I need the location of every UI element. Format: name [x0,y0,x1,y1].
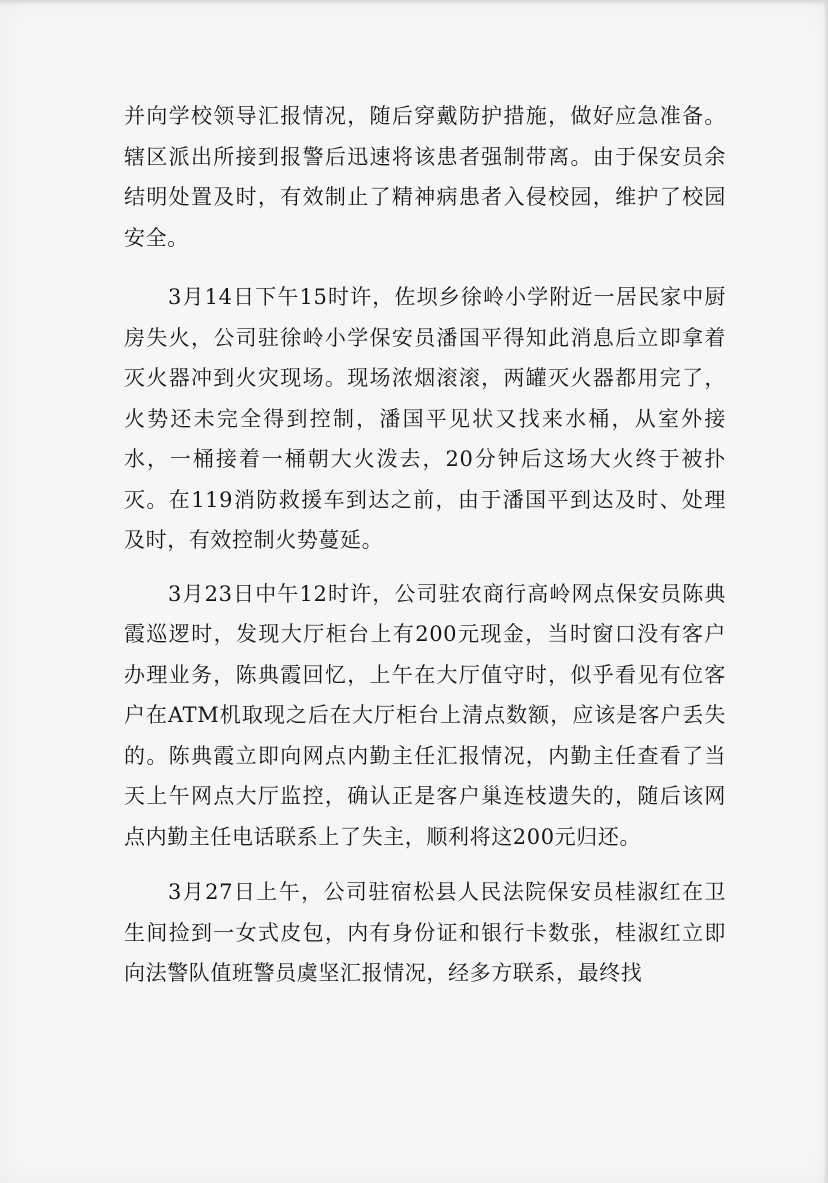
paragraph-fire-incident: 3月14日下午15时许，佐坝乡徐岭小学附近一居民家中厨房失火，公司驻徐岭小学保安员潘国平得知此消息后立即拿着灭火器冲到火灾现场。现场浓烟滚滚，两罐灭火器都用完了，火势还未完全得到控制，潘国平见状又找来水桶，从室外接水，一桶接着一桶朝大火泼去，20分钟后这场大火终于被扑灭。在119消防救援车到达之前，由于潘国平到达及时、处理及时，有效控制火势蔓延。 [124,285,726,552]
scan-edge-top [0,0,828,6]
scan-edge-right [823,0,828,1183]
paragraph-handbag-found: 3月27日上午，公司驻宿松县人民法院保安员桂淑红在卫生间捡到一女式皮包，内有身份证和银行卡数张，桂淑红立即向法警队值班警员虞坚汇报情况，经多方联系，最终找 [124,880,726,985]
paragraph-cash-returned: 3月23日中午12时许，公司驻农商行高岭网点保安员陈典霞巡逻时，发现大厅柜台上有200元现金，当时窗口没有客户办理业务，陈典霞回忆，上午在大厅值守时，似乎看见有位客户在ATM机取现之后在大厅柜台上清点数额，应该是客户丢失的。陈典霞立即向网点内勤主任汇报情况，内勤主任查看了当天上午网点大厅监控，确认正是客户巢连枝遗失的，随后该网点内勤主任电话联系上了失主，顺利将这200元归还。 [124,581,726,849]
document-body [124,96,726,994]
paragraph-continuation: 并向学校领导汇报情况，随后穿戴防护措施，做好应急准备。辖区派出所接到报警后迅速将该患者强制带离。由于保安员余结明处置及时，有效制止了精神病患者入侵校园，维护了校园安全。 [124,104,726,250]
